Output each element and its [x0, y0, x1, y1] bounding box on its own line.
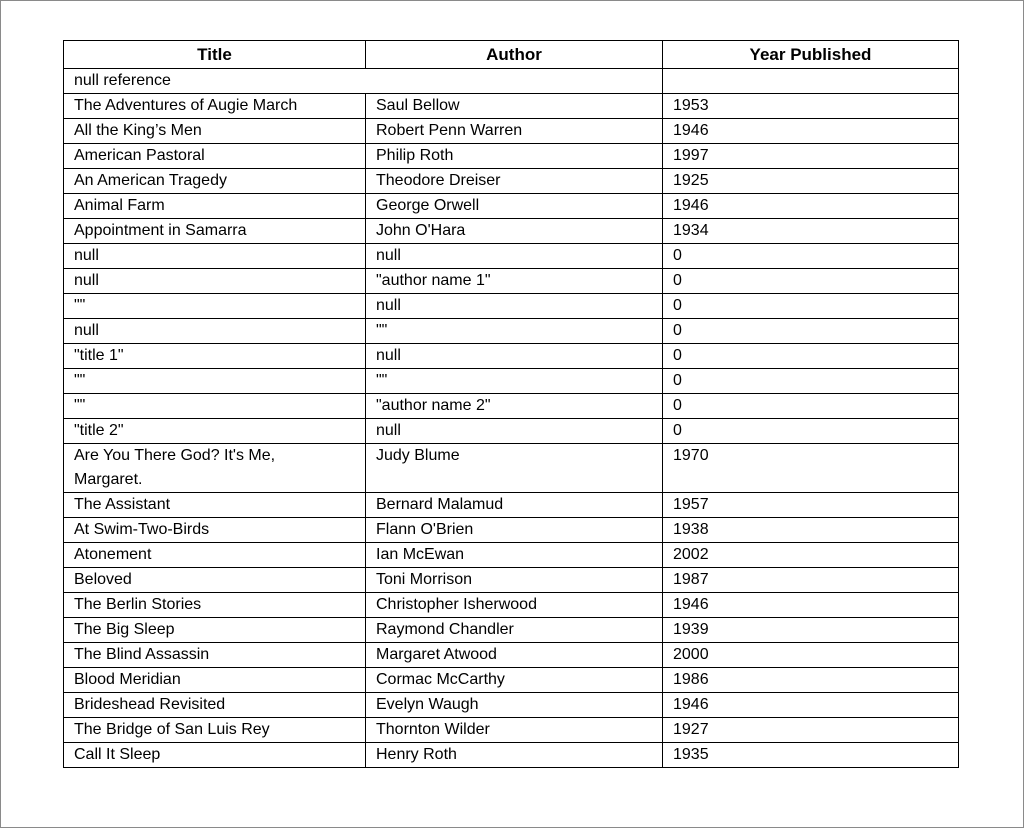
table-row	[64, 219, 959, 244]
cell-author: Judy Blume	[366, 444, 663, 493]
cell-year: 1946	[663, 194, 959, 219]
cell-title: null	[64, 244, 366, 269]
cell-author: Bernard Malamud	[366, 493, 663, 518]
cell-year: 0	[663, 344, 959, 369]
cell-year: 1934	[663, 219, 959, 244]
cell-year: 1953	[663, 94, 959, 119]
cell-author: Evelyn Waugh	[366, 693, 663, 718]
cell-year: 1946	[663, 593, 959, 618]
header-row	[64, 41, 959, 69]
table-row	[64, 269, 959, 294]
table-row	[64, 444, 959, 493]
cell-author: Robert Penn Warren	[366, 119, 663, 144]
cell-year: 0	[663, 369, 959, 394]
cell-author: ""	[366, 369, 663, 394]
cell-year: 0	[663, 269, 959, 294]
cell-title: The Assistant	[64, 493, 366, 518]
cell-author: Margaret Atwood	[366, 643, 663, 668]
cell-title: Appointment in Samarra	[64, 219, 366, 244]
cell-title: The Big Sleep	[64, 618, 366, 643]
table-row	[64, 94, 959, 119]
cell-title: All the King’s Men	[64, 119, 366, 144]
table-row	[64, 668, 959, 693]
cell-title: "title 2"	[64, 419, 366, 444]
merged-cell: null reference	[64, 69, 663, 94]
cell-author: Theodore Dreiser	[366, 169, 663, 194]
table-row	[64, 493, 959, 518]
table-row	[64, 144, 959, 169]
cell-year: 2000	[663, 643, 959, 668]
cell-title: null	[64, 319, 366, 344]
cell-author: "author name 1"	[366, 269, 663, 294]
cell-year: 0	[663, 294, 959, 319]
cell-title: An American Tragedy	[64, 169, 366, 194]
cell-year: 0	[663, 419, 959, 444]
table-row	[64, 743, 959, 768]
cell-author: Cormac McCarthy	[366, 668, 663, 693]
table-row	[64, 518, 959, 543]
cell-author: Raymond Chandler	[366, 618, 663, 643]
cell-author: null	[366, 344, 663, 369]
cell-year: 0	[663, 319, 959, 344]
cell-title: American Pastoral	[64, 144, 366, 169]
cell-year: 1927	[663, 718, 959, 743]
table-row	[64, 394, 959, 419]
table-row	[64, 369, 959, 394]
cell-author: Thornton Wilder	[366, 718, 663, 743]
cell-year: 1986	[663, 668, 959, 693]
table-row	[64, 568, 959, 593]
cell-author: null	[366, 419, 663, 444]
cell-author: null	[366, 294, 663, 319]
cell-title: At Swim-Two-Birds	[64, 518, 366, 543]
cell-year: 1957	[663, 493, 959, 518]
cell-title: ""	[64, 394, 366, 419]
cell-year: 1939	[663, 618, 959, 643]
cell-title: Beloved	[64, 568, 366, 593]
cell-year: 1946	[663, 693, 959, 718]
cell-year: 0	[663, 394, 959, 419]
cell-author: "author name 2"	[366, 394, 663, 419]
cell-author: George Orwell	[366, 194, 663, 219]
table-row	[64, 618, 959, 643]
table-row	[64, 169, 959, 194]
cell-title: ""	[64, 369, 366, 394]
cell-year: 0	[663, 244, 959, 269]
cell-title: The Adventures of Augie March	[64, 94, 366, 119]
cell-author: Ian McEwan	[366, 543, 663, 568]
cell-author: Philip Roth	[366, 144, 663, 169]
table-row	[64, 643, 959, 668]
table-row	[64, 543, 959, 568]
header-year-published: Year Published	[663, 41, 959, 69]
cell-year: 1997	[663, 144, 959, 169]
cell-author: John O'Hara	[366, 219, 663, 244]
table-row	[64, 294, 959, 319]
table-row	[64, 419, 959, 444]
table-row	[64, 593, 959, 618]
table-row	[64, 344, 959, 369]
cell-year: 1970	[663, 444, 959, 493]
cell-title: Are You There God? It's Me, Margaret.	[64, 444, 366, 493]
books-table	[63, 40, 959, 768]
cell-author: Toni Morrison	[366, 568, 663, 593]
cell-title: Animal Farm	[64, 194, 366, 219]
cell-title: Blood Meridian	[64, 668, 366, 693]
table-row	[64, 718, 959, 743]
cell-title: "title 1"	[64, 344, 366, 369]
table-row	[64, 244, 959, 269]
cell-title: The Bridge of San Luis Rey	[64, 718, 366, 743]
cell-year: 1925	[663, 169, 959, 194]
table-row	[64, 194, 959, 219]
table-row	[64, 119, 959, 144]
cell-title: null	[64, 269, 366, 294]
cell-author: ""	[366, 319, 663, 344]
cell-title: The Blind Assassin	[64, 643, 366, 668]
table-body	[64, 69, 959, 768]
merged-row	[64, 69, 959, 94]
cell-year: 1946	[663, 119, 959, 144]
cell-title: Call It Sleep	[64, 743, 366, 768]
cell-author: null	[366, 244, 663, 269]
cell-author: Saul Bellow	[366, 94, 663, 119]
cell-author: Christopher Isherwood	[366, 593, 663, 618]
cell-author: Henry Roth	[366, 743, 663, 768]
cell-year: 2002	[663, 543, 959, 568]
merged-empty-cell	[663, 69, 959, 94]
cell-year: 1938	[663, 518, 959, 543]
cell-author: Flann O'Brien	[366, 518, 663, 543]
cell-title: Brideshead Revisited	[64, 693, 366, 718]
cell-year: 1935	[663, 743, 959, 768]
header-title: Title	[64, 41, 366, 69]
header-author: Author	[366, 41, 663, 69]
cell-title: Atonement	[64, 543, 366, 568]
table-row	[64, 693, 959, 718]
cell-title: The Berlin Stories	[64, 593, 366, 618]
table-row	[64, 319, 959, 344]
cell-year: 1987	[663, 568, 959, 593]
cell-title: ""	[64, 294, 366, 319]
